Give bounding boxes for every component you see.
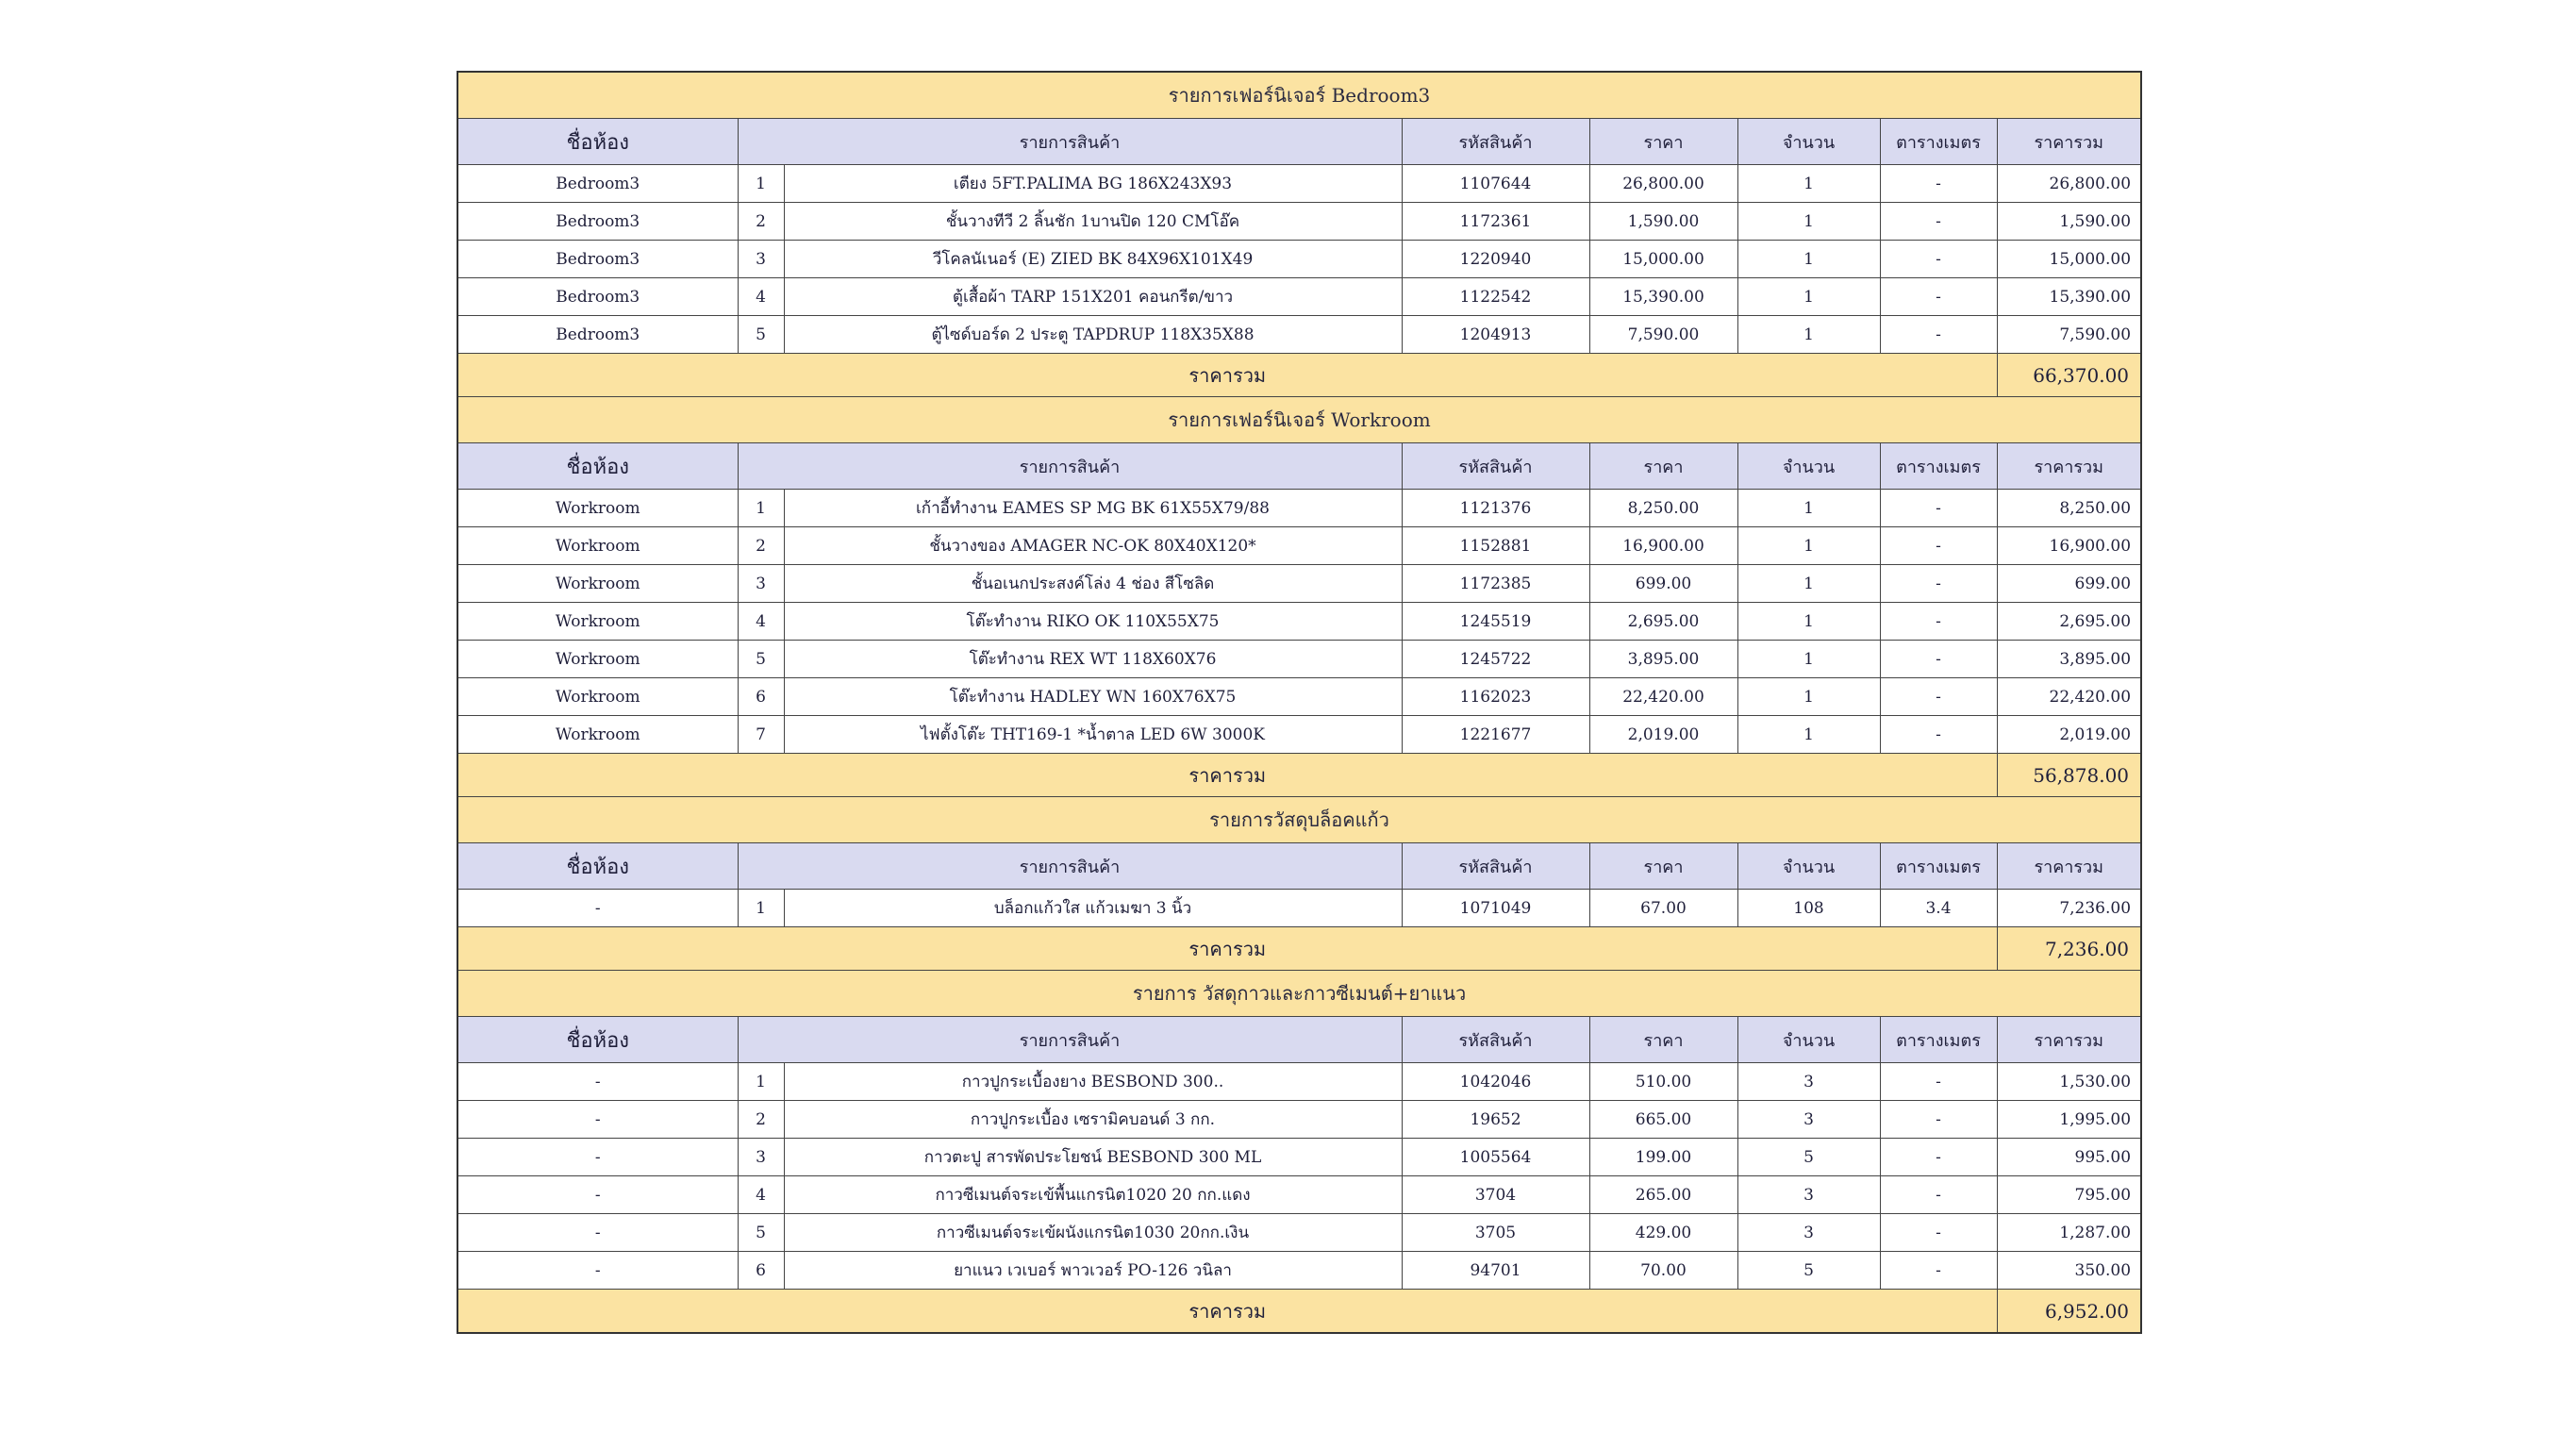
header-item: รายการสินค้า — [738, 443, 1402, 490]
cell-qty: 1 — [1737, 241, 1880, 278]
cell-qty: 1 — [1737, 716, 1880, 754]
total-value: 6,952.00 — [1997, 1290, 2141, 1334]
cell-code: 1122542 — [1402, 278, 1589, 316]
total-row — [457, 754, 2141, 797]
cell-price: 1,590.00 — [1589, 203, 1737, 241]
cell-price: 265.00 — [1589, 1176, 1737, 1214]
cell-index: 3 — [738, 565, 784, 603]
cell-qty: 1 — [1737, 490, 1880, 527]
cell-item: วีโคลนัเนอร์ (E) ZIED BK 84X96X101X49 — [784, 241, 1402, 278]
cell-qty: 108 — [1737, 890, 1880, 927]
cell-sqm: - — [1880, 1176, 1997, 1214]
cell-code: 1005564 — [1402, 1139, 1589, 1176]
cell-index: 6 — [738, 1252, 784, 1290]
table-row — [457, 890, 2141, 927]
table-row — [457, 490, 2141, 527]
cell-code: 3705 — [1402, 1214, 1589, 1252]
section-title-row — [457, 397, 2141, 443]
table-row — [457, 278, 2141, 316]
cell-qty: 5 — [1737, 1252, 1880, 1290]
section-title-row — [457, 797, 2141, 843]
section-title-row — [457, 971, 2141, 1017]
header-item: รายการสินค้า — [738, 119, 1402, 165]
cell-qty: 1 — [1737, 203, 1880, 241]
cell-index: 6 — [738, 678, 784, 716]
cell-total: 350.00 — [1997, 1252, 2141, 1290]
cell-item: กาวซีเมนต์จระเข้พื้นแกรนิต1020 20 กก.แดง — [784, 1176, 1402, 1214]
cell-total: 16,900.00 — [1997, 527, 2141, 565]
cell-code: 3704 — [1402, 1176, 1589, 1214]
header-qty: จำนวน — [1737, 843, 1880, 890]
cell-sqm: - — [1880, 603, 1997, 641]
cell-item: โต๊ะทำงาน HADLEY WN 160X76X75 — [784, 678, 1402, 716]
header-price: ราคา — [1589, 443, 1737, 490]
cell-room: Workroom — [457, 641, 738, 678]
cell-price: 3,895.00 — [1589, 641, 1737, 678]
cell-price: 429.00 — [1589, 1214, 1737, 1252]
cell-total: 22,420.00 — [1997, 678, 2141, 716]
cell-room: - — [457, 1214, 738, 1252]
cell-qty: 1 — [1737, 678, 1880, 716]
cell-index: 5 — [738, 1214, 784, 1252]
cell-price: 67.00 — [1589, 890, 1737, 927]
table-row — [457, 203, 2141, 241]
total-value: 66,370.00 — [1997, 354, 2141, 397]
cell-sqm: - — [1880, 1063, 1997, 1101]
cell-item: กาวปูกระเบื้อง เซรามิคบอนด์ 3 กก. — [784, 1101, 1402, 1139]
cell-sqm: - — [1880, 1101, 1997, 1139]
total-label: ราคารวม — [457, 754, 1997, 797]
cell-qty: 1 — [1737, 278, 1880, 316]
header-code: รหัสสินค้า — [1402, 119, 1589, 165]
header-item: รายการสินค้า — [738, 843, 1402, 890]
cell-room: Workroom — [457, 678, 738, 716]
cell-total: 15,390.00 — [1997, 278, 2141, 316]
cell-price: 8,250.00 — [1589, 490, 1737, 527]
cell-sqm: - — [1880, 678, 1997, 716]
cell-code: 1042046 — [1402, 1063, 1589, 1101]
cell-sqm: - — [1880, 203, 1997, 241]
header-qty: จำนวน — [1737, 443, 1880, 490]
cell-price: 2,695.00 — [1589, 603, 1737, 641]
cell-qty: 3 — [1737, 1214, 1880, 1252]
cell-code: 1245722 — [1402, 641, 1589, 678]
cell-qty: 1 — [1737, 641, 1880, 678]
table-row — [457, 1139, 2141, 1176]
cell-room: - — [457, 1139, 738, 1176]
cell-sqm: - — [1880, 165, 1997, 203]
cell-code: 94701 — [1402, 1252, 1589, 1290]
cell-room: Bedroom3 — [457, 165, 738, 203]
column-header-row — [457, 119, 2141, 165]
table-row — [457, 241, 2141, 278]
section-title-row — [457, 72, 2141, 119]
header-total: ราคารวม — [1997, 1017, 2141, 1063]
cell-price: 16,900.00 — [1589, 527, 1737, 565]
table-row — [457, 678, 2141, 716]
table-row — [457, 716, 2141, 754]
table-row — [457, 565, 2141, 603]
header-room: ชื่อห้อง — [457, 443, 738, 490]
total-value: 56,878.00 — [1997, 754, 2141, 797]
cell-price: 7,590.00 — [1589, 316, 1737, 354]
cell-item: บล็อกแก้วใส แก้วเมฆา 3 นิ้ว — [784, 890, 1402, 927]
cell-code: 1152881 — [1402, 527, 1589, 565]
cell-room: Bedroom3 — [457, 316, 738, 354]
cell-room: Workroom — [457, 527, 738, 565]
cell-index: 1 — [738, 1063, 784, 1101]
price-list-table — [457, 71, 2142, 1334]
header-sqm: ตารางเมตร — [1880, 443, 1997, 490]
cell-total: 1,590.00 — [1997, 203, 2141, 241]
cell-total: 795.00 — [1997, 1176, 2141, 1214]
section-title: รายการเฟอร์นิเจอร์ Workroom — [457, 397, 2141, 443]
cell-sqm: - — [1880, 641, 1997, 678]
cell-item: ชั้นอเนกประสงค์โล่ง 4 ช่อง สีโซลิด — [784, 565, 1402, 603]
cell-price: 15,000.00 — [1589, 241, 1737, 278]
cell-item: ชั้นวางทีวี 2 ลิ้นชัก 1บานปิด 120 CMโอ๊ค — [784, 203, 1402, 241]
cell-index: 4 — [738, 278, 784, 316]
cell-qty: 3 — [1737, 1101, 1880, 1139]
cell-index: 4 — [738, 603, 784, 641]
cell-index: 5 — [738, 316, 784, 354]
cell-item: กาวตะปู สารพัดประโยชน์ BESBOND 300 ML — [784, 1139, 1402, 1176]
cell-qty: 1 — [1737, 165, 1880, 203]
header-total: ราคารวม — [1997, 443, 2141, 490]
cell-price: 699.00 — [1589, 565, 1737, 603]
cell-item: ตู้เสื้อผ้า TARP 151X201 คอนกรีต/ขาว — [784, 278, 1402, 316]
cell-code: 1245519 — [1402, 603, 1589, 641]
column-header-row — [457, 843, 2141, 890]
cell-sqm: - — [1880, 1252, 1997, 1290]
cell-index: 3 — [738, 241, 784, 278]
cell-index: 3 — [738, 1139, 784, 1176]
cell-code: 19652 — [1402, 1101, 1589, 1139]
cell-room: - — [457, 1176, 738, 1214]
cell-price: 15,390.00 — [1589, 278, 1737, 316]
cell-index: 1 — [738, 490, 784, 527]
cell-room: Workroom — [457, 490, 738, 527]
cell-total: 8,250.00 — [1997, 490, 2141, 527]
cell-qty: 5 — [1737, 1139, 1880, 1176]
total-row — [457, 354, 2141, 397]
cell-sqm: - — [1880, 278, 1997, 316]
table-row — [457, 316, 2141, 354]
cell-index: 2 — [738, 203, 784, 241]
cell-total: 1,530.00 — [1997, 1063, 2141, 1101]
header-sqm: ตารางเมตร — [1880, 119, 1997, 165]
section-title: รายการเฟอร์นิเจอร์ Bedroom3 — [457, 72, 2141, 119]
cell-code: 1121376 — [1402, 490, 1589, 527]
header-sqm: ตารางเมตร — [1880, 843, 1997, 890]
cell-total: 7,236.00 — [1997, 890, 2141, 927]
cell-item: ไฟตั้งโต๊ะ THT169-1 *น้ำตาล LED 6W 3000K — [784, 716, 1402, 754]
section-title: รายการ วัสดุกาวและกาวซีเมนต์+ยาแนว — [457, 971, 2141, 1017]
table-row — [457, 165, 2141, 203]
cell-item: กาวปูกระเบื้องยาง BESBOND 300.. — [784, 1063, 1402, 1101]
cell-room: Bedroom3 — [457, 241, 738, 278]
cell-total: 15,000.00 — [1997, 241, 2141, 278]
total-row — [457, 1290, 2141, 1334]
header-sqm: ตารางเมตร — [1880, 1017, 1997, 1063]
section-title: รายการวัสดุบล็อคแก้ว — [457, 797, 2141, 843]
cell-price: 510.00 — [1589, 1063, 1737, 1101]
table-row — [457, 1214, 2141, 1252]
cell-item: โต๊ะทำงาน REX WT 118X60X76 — [784, 641, 1402, 678]
cell-code: 1204913 — [1402, 316, 1589, 354]
cell-code: 1221677 — [1402, 716, 1589, 754]
cell-price: 22,420.00 — [1589, 678, 1737, 716]
cell-price: 70.00 — [1589, 1252, 1737, 1290]
cell-item: โต๊ะทำงาน RIKO OK 110X55X75 — [784, 603, 1402, 641]
total-value: 7,236.00 — [1997, 927, 2141, 971]
cell-room: Workroom — [457, 565, 738, 603]
table-row — [457, 603, 2141, 641]
header-room: ชื่อห้อง — [457, 119, 738, 165]
cell-price: 199.00 — [1589, 1139, 1737, 1176]
cell-code: 1162023 — [1402, 678, 1589, 716]
cell-total: 699.00 — [1997, 565, 2141, 603]
cell-room: - — [457, 1063, 738, 1101]
cell-code: 1071049 — [1402, 890, 1589, 927]
cell-code: 1172361 — [1402, 203, 1589, 241]
cell-sqm: - — [1880, 527, 1997, 565]
header-total: ราคารวม — [1997, 843, 2141, 890]
cell-qty: 1 — [1737, 527, 1880, 565]
header-code: รหัสสินค้า — [1402, 1017, 1589, 1063]
header-price: ราคา — [1589, 1017, 1737, 1063]
cell-price: 665.00 — [1589, 1101, 1737, 1139]
cell-price: 26,800.00 — [1589, 165, 1737, 203]
cell-item: เก้าอี้ทำงาน EAMES SP MG BK 61X55X79/88 — [784, 490, 1402, 527]
cell-room: Workroom — [457, 603, 738, 641]
cell-total: 2,695.00 — [1997, 603, 2141, 641]
cell-total: 26,800.00 — [1997, 165, 2141, 203]
column-header-row — [457, 443, 2141, 490]
header-total: ราคารวม — [1997, 119, 2141, 165]
cell-total: 1,287.00 — [1997, 1214, 2141, 1252]
table-row — [457, 1101, 2141, 1139]
cell-item: ยาแนว เวเบอร์ พาวเวอร์ PO-126 วนิลา — [784, 1252, 1402, 1290]
cell-sqm: - — [1880, 1214, 1997, 1252]
cell-total: 3,895.00 — [1997, 641, 2141, 678]
cell-room: - — [457, 1252, 738, 1290]
cell-qty: 3 — [1737, 1063, 1880, 1101]
cell-price: 2,019.00 — [1589, 716, 1737, 754]
cell-sqm: - — [1880, 316, 1997, 354]
cell-sqm: 3.4 — [1880, 890, 1997, 927]
cell-index: 7 — [738, 716, 784, 754]
cell-room: Bedroom3 — [457, 278, 738, 316]
header-room: ชื่อห้อง — [457, 1017, 738, 1063]
header-qty: จำนวน — [1737, 119, 1880, 165]
cell-qty: 1 — [1737, 603, 1880, 641]
header-room: ชื่อห้อง — [457, 843, 738, 890]
header-item: รายการสินค้า — [738, 1017, 1402, 1063]
cell-index: 4 — [738, 1176, 784, 1214]
cell-index: 1 — [738, 165, 784, 203]
cell-total: 1,995.00 — [1997, 1101, 2141, 1139]
total-label: ราคารวม — [457, 1290, 1997, 1334]
cell-room: Bedroom3 — [457, 203, 738, 241]
header-code: รหัสสินค้า — [1402, 843, 1589, 890]
cell-total: 2,019.00 — [1997, 716, 2141, 754]
column-header-row — [457, 1017, 2141, 1063]
cell-item: ชั้นวางของ AMAGER NC-OK 80X40X120* — [784, 527, 1402, 565]
cell-item: เตียง 5FT.PALIMA BG 186X243X93 — [784, 165, 1402, 203]
cell-sqm: - — [1880, 565, 1997, 603]
table-row — [457, 1252, 2141, 1290]
table-row — [457, 641, 2141, 678]
cell-qty: 1 — [1737, 316, 1880, 354]
cell-sqm: - — [1880, 1139, 1997, 1176]
cell-sqm: - — [1880, 241, 1997, 278]
cell-item: กาวซีเมนต์จระเข้ผนังแกรนิต1030 20กก.เงิน — [784, 1214, 1402, 1252]
header-qty: จำนวน — [1737, 1017, 1880, 1063]
cell-code: 1220940 — [1402, 241, 1589, 278]
header-price: ราคา — [1589, 119, 1737, 165]
cell-index: 5 — [738, 641, 784, 678]
total-row — [457, 927, 2141, 971]
cell-room: Workroom — [457, 716, 738, 754]
table-row — [457, 1176, 2141, 1214]
cell-code: 1107644 — [1402, 165, 1589, 203]
cell-code: 1172385 — [1402, 565, 1589, 603]
cell-total: 995.00 — [1997, 1139, 2141, 1176]
header-price: ราคา — [1589, 843, 1737, 890]
cell-qty: 3 — [1737, 1176, 1880, 1214]
total-label: ราคารวม — [457, 354, 1997, 397]
cell-item: ตู้ไซด์บอร์ด 2 ประตู TAPDRUP 118X35X88 — [784, 316, 1402, 354]
total-label: ราคารวม — [457, 927, 1997, 971]
cell-room: - — [457, 1101, 738, 1139]
cell-index: 2 — [738, 1101, 784, 1139]
cell-room: - — [457, 890, 738, 927]
header-code: รหัสสินค้า — [1402, 443, 1589, 490]
cell-qty: 1 — [1737, 565, 1880, 603]
cell-total: 7,590.00 — [1997, 316, 2141, 354]
cell-index: 2 — [738, 527, 784, 565]
cell-sqm: - — [1880, 716, 1997, 754]
table-row — [457, 1063, 2141, 1101]
cell-index: 1 — [738, 890, 784, 927]
cell-sqm: - — [1880, 490, 1997, 527]
table-row — [457, 527, 2141, 565]
